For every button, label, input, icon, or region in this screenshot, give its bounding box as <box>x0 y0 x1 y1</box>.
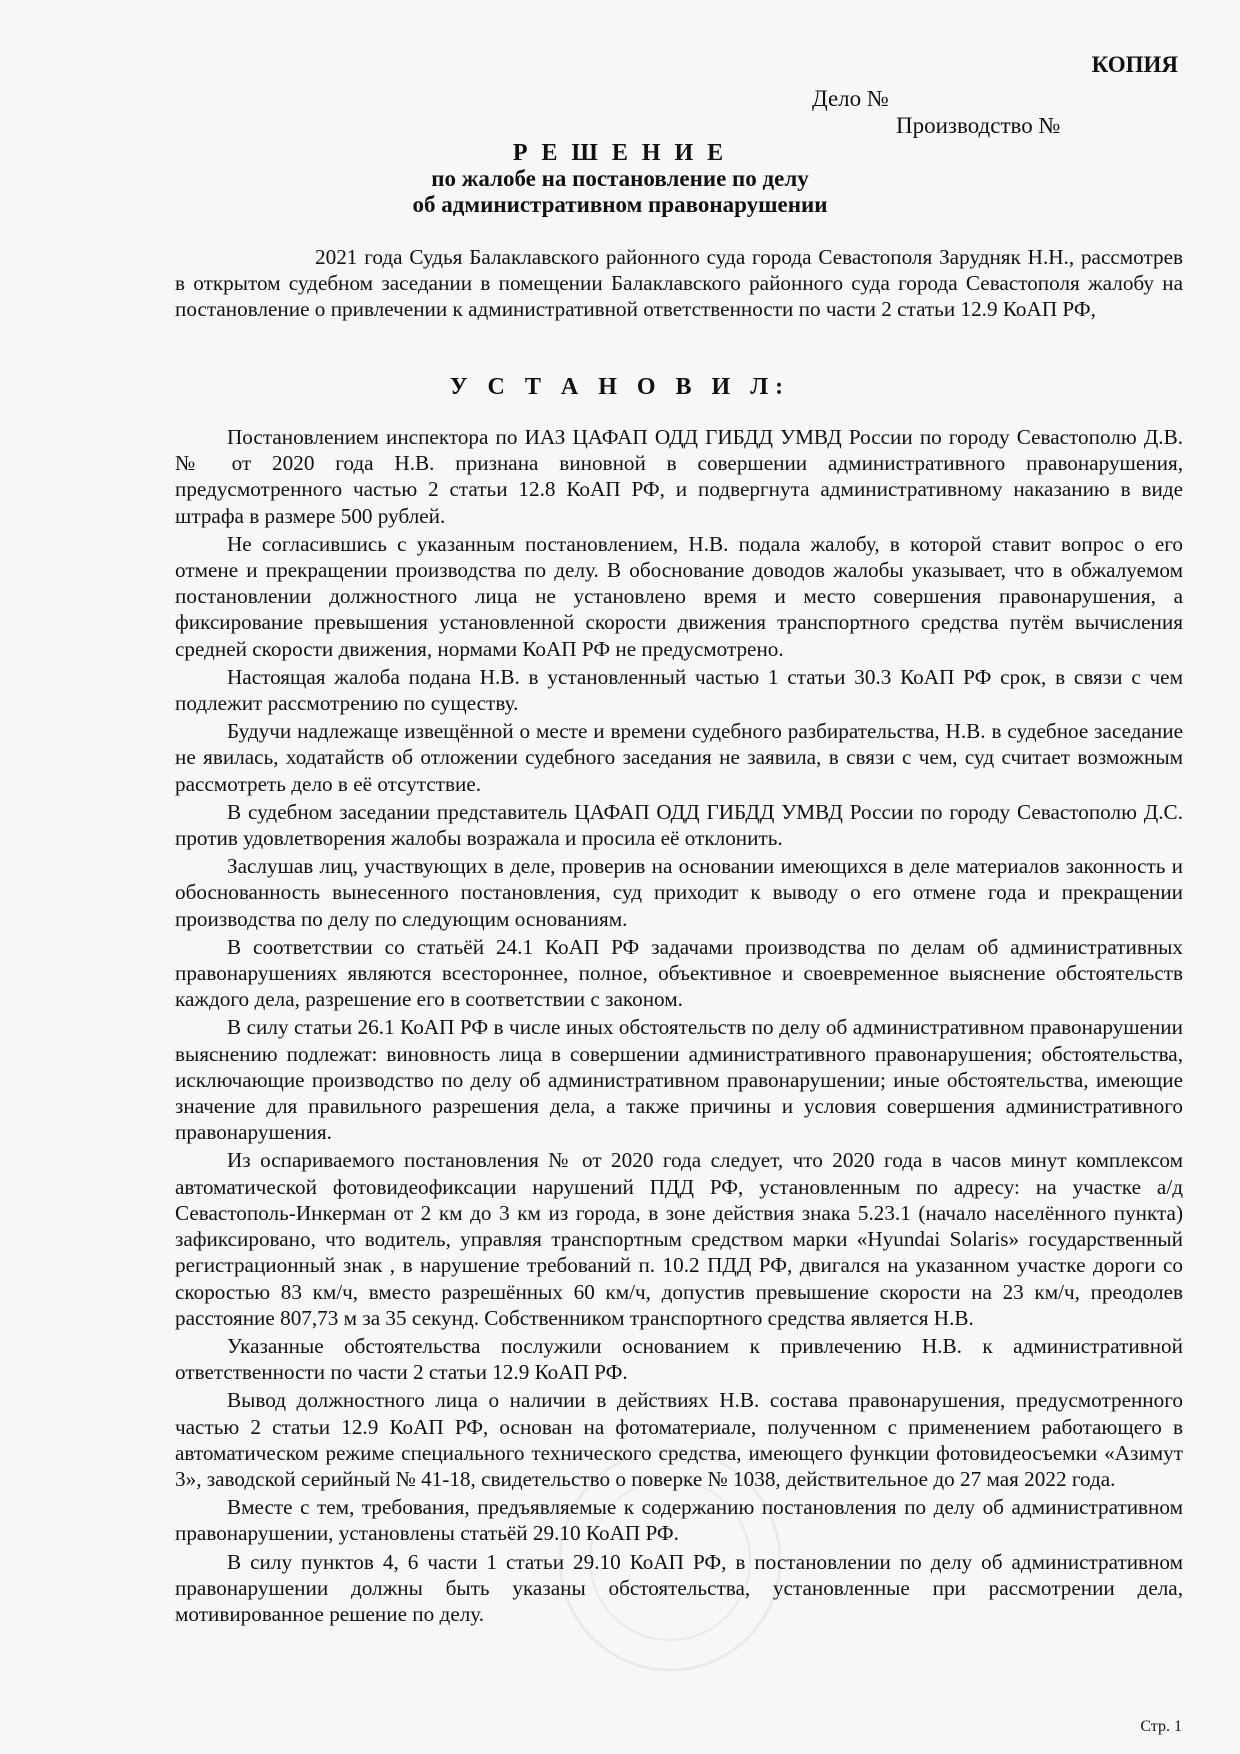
document-title: Р Е Ш Е Н И Е <box>512 140 728 166</box>
page-number: Стр. 1 <box>1140 1718 1182 1735</box>
paragraph: Не согласившись с указанным постановлением, Н.В. подала жалобу, в которой ставит вопрос о его отмене и прекращении производства по делу. В обоснование доводов жалобы указывает, что в обжалуемом постановлении должностного лица не установлено время и место совершения правонарушения, а фиксирование превышения установленной скорости движения транспортного средства путём вычисления средней скорости движения, нормами КоАП РФ не предусмотрено. <box>175 531 1183 661</box>
case-number-label: Дело № <box>812 86 889 111</box>
paragraph: Вместе с тем, требования, предъявляемые к содержанию постановления по делу об административном правонарушении, установлены статьёй 29.10 КоАП РФ. <box>175 1495 1183 1546</box>
paragraph: В соответствии со статьёй 24.1 КоАП РФ задачами производства по делам об административных правонарушениях являются всестороннее, полное, объективное и своевременное выяснение обстоятельств каждого дела, разрешение его в соответствии с законом. <box>175 934 1183 1012</box>
document-subtitle-line1: по жалобе на постановление по делу <box>431 166 809 191</box>
paragraph: Заслушав лиц, участвующих в деле, проверив на основании имеющихся в деле материалов законность и обоснованность вынесенного постановления, суд приходит к выводу о его отмене года и прекращении производства по делу по следующим основаниям. <box>175 854 1183 931</box>
paragraph: Указанные обстоятельства послужили основанием к привлечению Н.В. к административной ответственности по части 2 статьи 12.9 КоАП РФ. <box>175 1333 1183 1385</box>
paragraph: Вывод должностного лица о наличии в действиях Н.В. состава правонарушения, предусмотренного частью 2 статьи 12.9 КоАП РФ, основан на фотоматериале, полученном с применением работающего в автоматическом режиме специального технического средства, имеющего функции фотовидеосъемки «Азимут 3», заводской серийный № 41-18, свидетельство о поверке № 1038, действительное до 27 мая 2022 года. <box>175 1388 1183 1491</box>
body-text <box>175 424 1183 1627</box>
copy-mark: КОПИЯ <box>1091 52 1178 77</box>
section-heading-established: У С Т А Н О В И Л: <box>449 374 791 400</box>
paragraph: Постановлением инспектора по ИАЗ ЦАФАП ОДД ГИБДД УМВД России по городу Севастополю Д.В. № от 2020 года Н.В. признана виновной в совершении административного правонарушения, предусмотренного частью 2 статьи 12.8 КоАП РФ, и подвергнута административному наказанию в виде штрафа в размере 500 рублей. <box>175 425 1183 528</box>
paragraph: Будучи надлежаще извещённой о месте и времени судебного разбирательства, Н.В. в судебное заседание не явилась, ходатайств об отложении судебного заседания не заявила, в связи с чем, суд считает возможным рассмотреть дело в её отсутствие. <box>175 719 1183 796</box>
document-subtitle-line2: об административном правонарушении <box>412 192 828 217</box>
intro-block <box>175 244 1183 323</box>
paragraph: В судебном заседании представитель ЦАФАП ОДД ГИБДД УМВД России по городу Севастополю Д.С. против удовлетворения жалобы возражала и просила её отклонить. <box>175 799 1183 851</box>
paragraph: Настоящая жалоба подана Н.В. в установленный частью 1 статьи 30.3 КоАП РФ срок, в связи с чем подлежит рассмотрению по существу. <box>175 664 1183 716</box>
paragraph: В силу пунктов 4, 6 части 1 статьи 29.10 КоАП РФ, в постановлении по делу об административном правонарушении должны быть указаны обстоятельства, установленные при рассмотрении дела, мотивированное решение по делу. <box>175 1549 1183 1626</box>
intro-paragraph: 2021 года Судья Балаклавского районного суда города Севастополя Зарудняк Н.Н., рассмотрев в открытом судебном заседании в помещении Балаклавского районного суда города Севастополя жалобу на постановление о привлечении к административной ответственности по части 2 статьи 12.9 КоАП РФ, <box>175 245 1183 322</box>
paragraph: Из оспариваемого постановления № от 2020 года следует, что 2020 года в часов минут комплексом автоматической фотовидеофиксации нарушений ПДД РФ, установленным по адресу: на участке а/д Севастополь-Инкерман от 2 км до 3 км из города, в зоне действия знака 5.23.1 (начало населённого пункта) зафиксировано, что водитель, управляя транспортным средством марки «Hyundai Solaris» государственный регистрационный знак , в нарушение требований п. 10.2 ПДД РФ, двигался на указанном участке дороги со скоростью 83 км/ч, вместо разрешённых 60 км/ч, допустив превышение скорости на 23 км/ч, преодолев расстояние 807,73 м за 35 секунд. Собственником транспортного средства является Н.В. <box>175 1148 1183 1330</box>
paragraph: В силу статьи 26.1 КоАП РФ в числе иных обстоятельств по делу об административном правонарушении выяснению подлежат: виновность лица в совершении административного правонарушения; обстоятельства, исключающие производство по делу об административном правонарушении; иные обстоятельства, имеющие значение для правильного разрешения дела, а также причины и условия совершения административного правонарушения. <box>175 1015 1183 1145</box>
proceeding-number-label: Производство № <box>896 113 1061 138</box>
